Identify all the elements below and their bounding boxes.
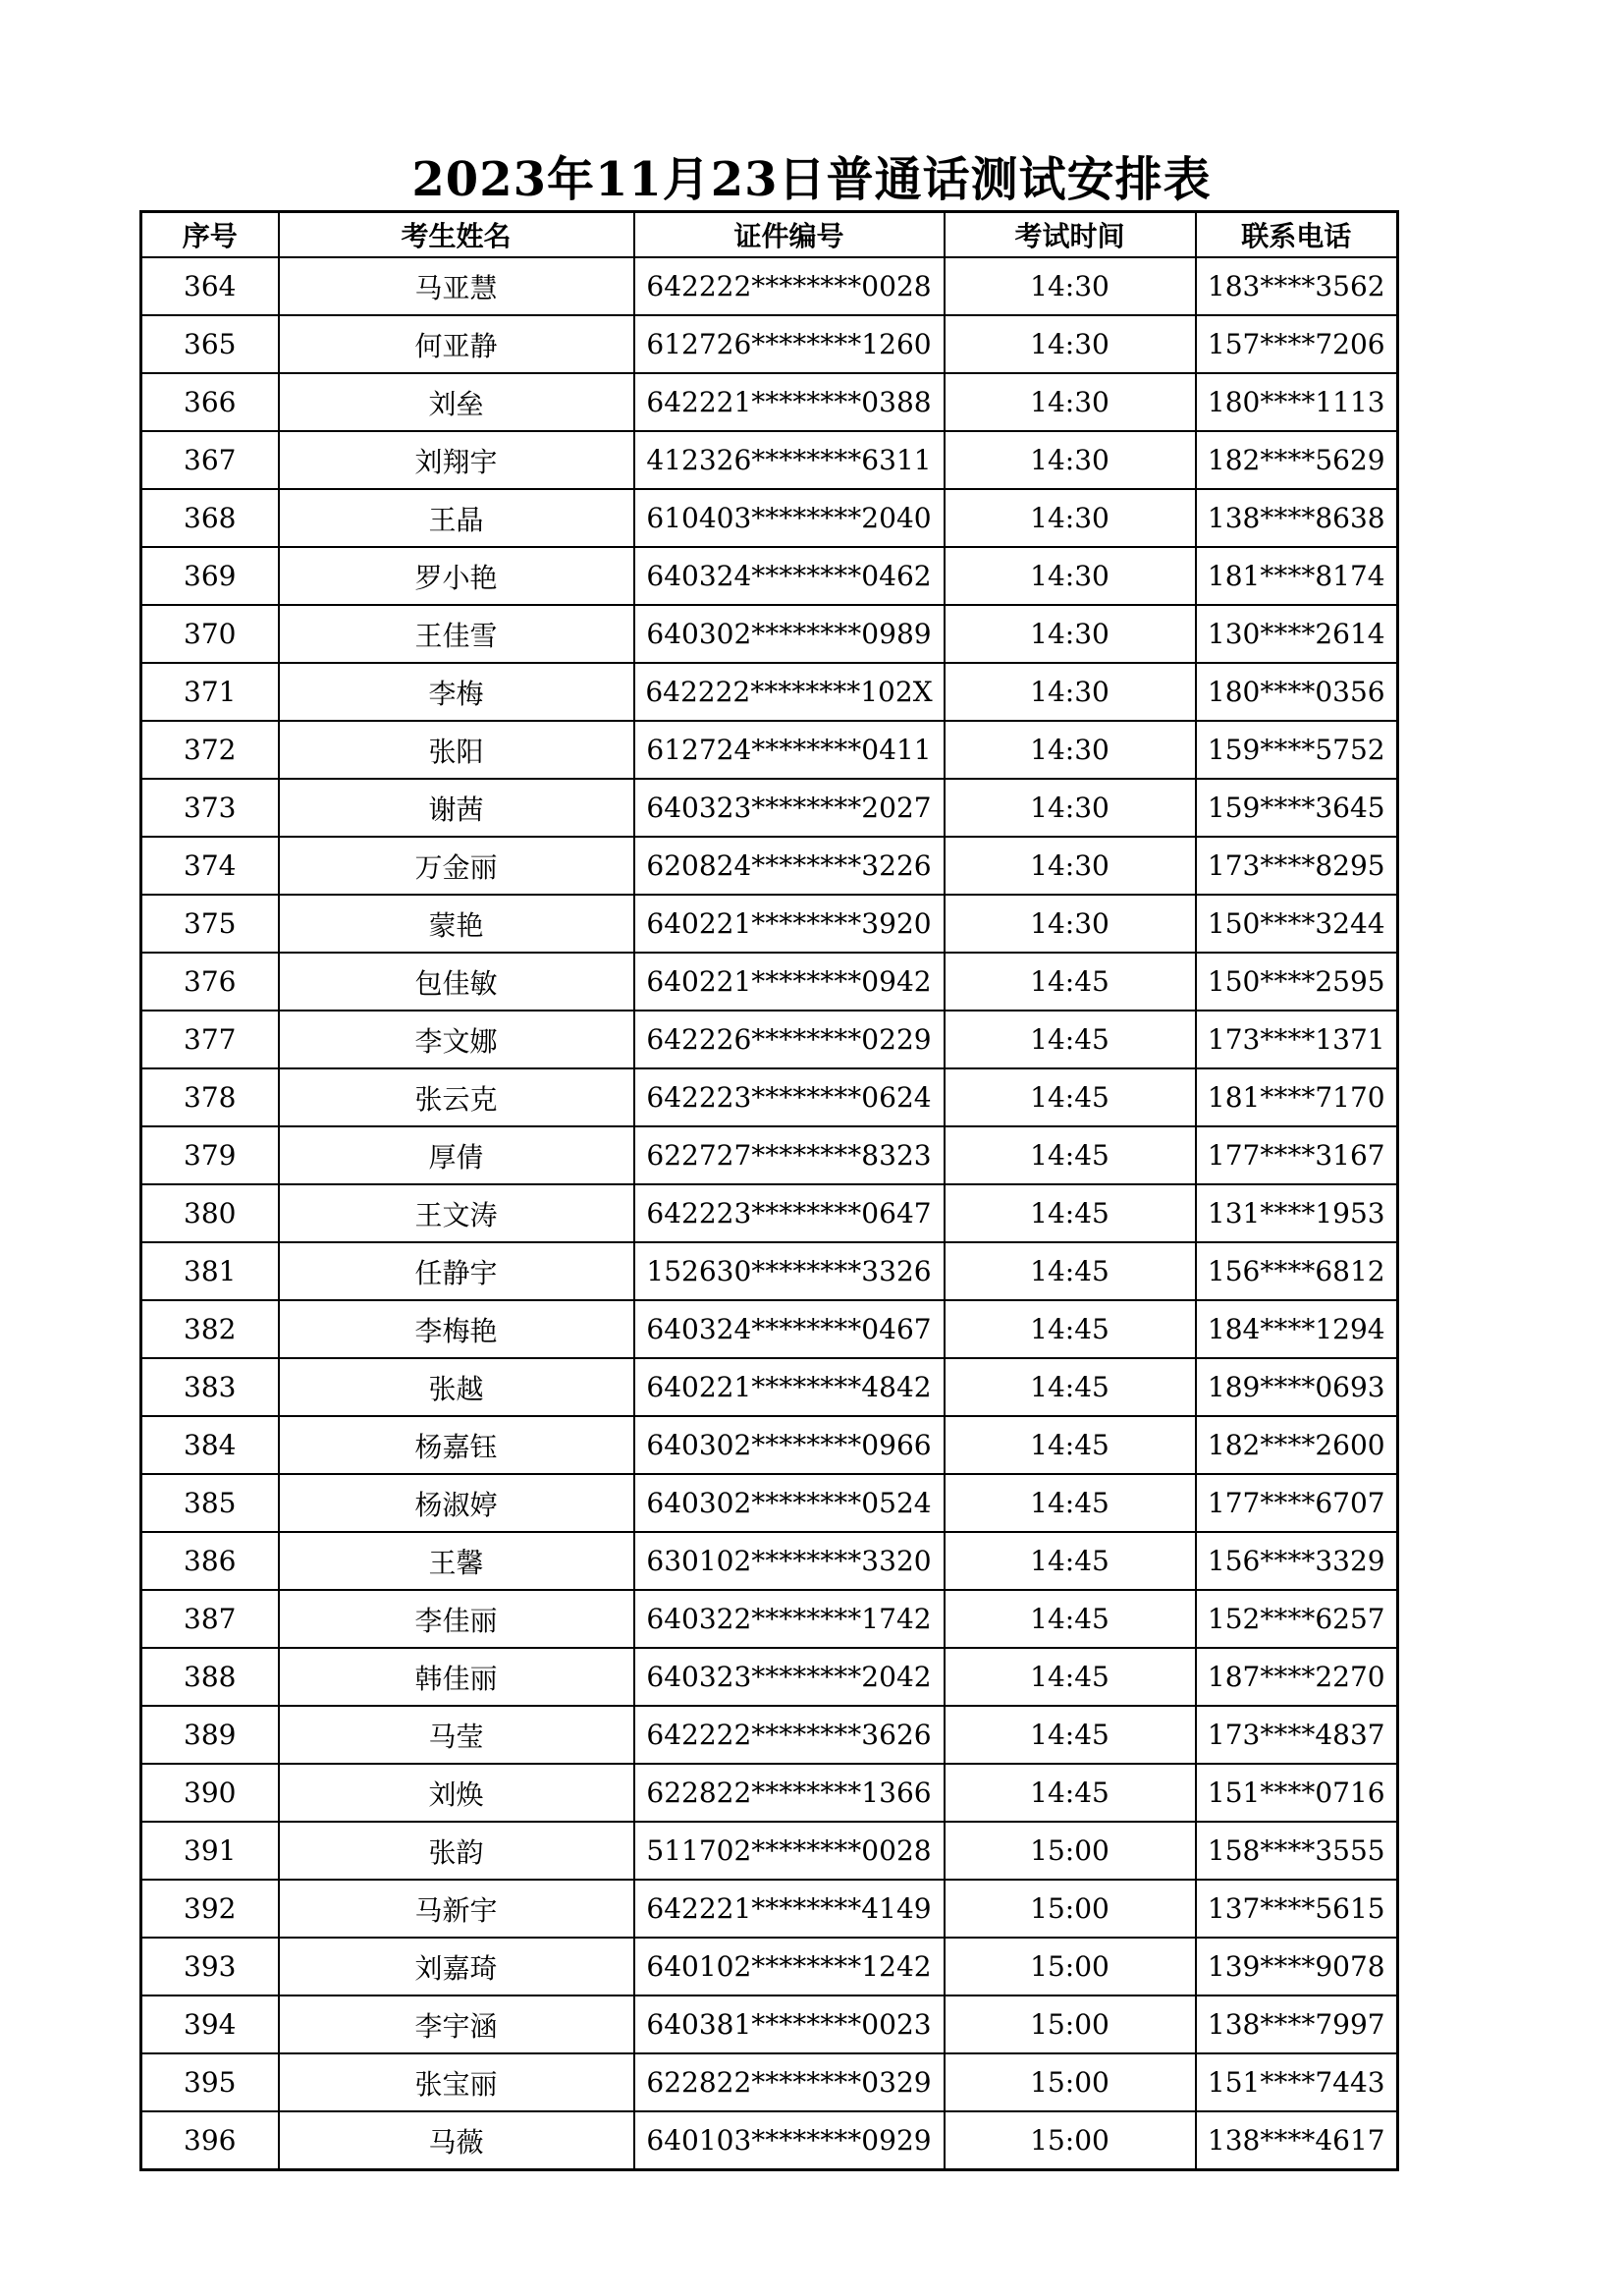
table-row xyxy=(141,1068,1398,1126)
cell-id-number: 620824********3226 xyxy=(634,837,945,895)
cell-phone: 139****9078 xyxy=(1196,1938,1398,1995)
cell-serial-number: 386 xyxy=(141,1532,279,1590)
cell-id-number: 511702********0028 xyxy=(634,1822,945,1880)
cell-id-number: 622727********8323 xyxy=(634,1126,945,1184)
table-row xyxy=(141,2111,1398,2170)
cell-serial-number: 374 xyxy=(141,837,279,895)
cell-id-number: 640302********0966 xyxy=(634,1416,945,1474)
cell-candidate-name: 杨嘉钰 xyxy=(279,1416,634,1474)
cell-phone: 183****3562 xyxy=(1196,257,1398,315)
cell-exam-time: 14:30 xyxy=(945,721,1196,779)
cell-phone: 156****3329 xyxy=(1196,1532,1398,1590)
cell-candidate-name: 王晶 xyxy=(279,489,634,547)
cell-exam-time: 14:45 xyxy=(945,1474,1196,1532)
cell-serial-number: 366 xyxy=(141,373,279,431)
cell-exam-time: 14:30 xyxy=(945,257,1196,315)
cell-id-number: 640323********2027 xyxy=(634,779,945,837)
cell-serial-number: 365 xyxy=(141,315,279,373)
cell-serial-number: 372 xyxy=(141,721,279,779)
cell-serial-number: 393 xyxy=(141,1938,279,1995)
table-row xyxy=(141,489,1398,547)
cell-exam-time: 14:45 xyxy=(945,953,1196,1011)
cell-id-number: 612724********0411 xyxy=(634,721,945,779)
cell-serial-number: 382 xyxy=(141,1300,279,1358)
table-row xyxy=(141,663,1398,721)
cell-exam-time: 14:45 xyxy=(945,1242,1196,1300)
cell-phone: 152****6257 xyxy=(1196,1590,1398,1648)
cell-exam-time: 14:30 xyxy=(945,663,1196,721)
cell-id-number: 642222********0028 xyxy=(634,257,945,315)
cell-id-number: 640102********1242 xyxy=(634,1938,945,1995)
cell-candidate-name: 刘焕 xyxy=(279,1764,634,1822)
table-row xyxy=(141,1126,1398,1184)
cell-serial-number: 376 xyxy=(141,953,279,1011)
header-candidate-name: 考生姓名 xyxy=(279,212,634,258)
cell-serial-number: 367 xyxy=(141,431,279,489)
table-row xyxy=(141,837,1398,895)
cell-candidate-name: 马莹 xyxy=(279,1706,634,1764)
cell-serial-number: 394 xyxy=(141,1995,279,2053)
table-row xyxy=(141,1532,1398,1590)
cell-exam-time: 14:45 xyxy=(945,1011,1196,1068)
cell-exam-time: 15:00 xyxy=(945,1880,1196,1938)
exam-schedule-table xyxy=(139,210,1399,2171)
table-row xyxy=(141,1590,1398,1648)
table-row xyxy=(141,2053,1398,2111)
cell-exam-time: 14:45 xyxy=(945,1184,1196,1242)
cell-phone: 177****6707 xyxy=(1196,1474,1398,1532)
cell-id-number: 640324********0467 xyxy=(634,1300,945,1358)
cell-serial-number: 395 xyxy=(141,2053,279,2111)
cell-phone: 184****1294 xyxy=(1196,1300,1398,1358)
cell-candidate-name: 万金丽 xyxy=(279,837,634,895)
cell-phone: 138****7997 xyxy=(1196,1995,1398,2053)
cell-phone: 156****6812 xyxy=(1196,1242,1398,1300)
cell-exam-time: 14:45 xyxy=(945,1532,1196,1590)
cell-exam-time: 15:00 xyxy=(945,1995,1196,2053)
cell-phone: 180****0356 xyxy=(1196,663,1398,721)
header-serial-number: 序号 xyxy=(141,212,279,258)
table-row xyxy=(141,953,1398,1011)
cell-id-number: 642221********0388 xyxy=(634,373,945,431)
table-row xyxy=(141,1764,1398,1822)
cell-phone: 173****8295 xyxy=(1196,837,1398,895)
cell-exam-time: 14:30 xyxy=(945,547,1196,605)
cell-serial-number: 396 xyxy=(141,2111,279,2170)
cell-exam-time: 14:45 xyxy=(945,1126,1196,1184)
table-row xyxy=(141,779,1398,837)
table-row xyxy=(141,1880,1398,1938)
cell-serial-number: 375 xyxy=(141,895,279,953)
cell-id-number: 642222********3626 xyxy=(634,1706,945,1764)
cell-phone: 138****4617 xyxy=(1196,2111,1398,2170)
table-row xyxy=(141,1648,1398,1706)
cell-id-number: 640322********1742 xyxy=(634,1590,945,1648)
cell-id-number: 642223********0647 xyxy=(634,1184,945,1242)
cell-id-number: 152630********3326 xyxy=(634,1242,945,1300)
header-id-number: 证件编号 xyxy=(634,212,945,258)
cell-id-number: 612726********1260 xyxy=(634,315,945,373)
header-phone: 联系电话 xyxy=(1196,212,1398,258)
cell-id-number: 640221********0942 xyxy=(634,953,945,1011)
cell-phone: 177****3167 xyxy=(1196,1126,1398,1184)
cell-serial-number: 379 xyxy=(141,1126,279,1184)
table-row xyxy=(141,373,1398,431)
cell-phone: 182****2600 xyxy=(1196,1416,1398,1474)
cell-id-number: 642221********4149 xyxy=(634,1880,945,1938)
cell-candidate-name: 刘嘉琦 xyxy=(279,1938,634,1995)
cell-serial-number: 389 xyxy=(141,1706,279,1764)
cell-exam-time: 14:30 xyxy=(945,779,1196,837)
cell-phone: 159****3645 xyxy=(1196,779,1398,837)
cell-exam-time: 14:30 xyxy=(945,315,1196,373)
cell-id-number: 642223********0624 xyxy=(634,1068,945,1126)
cell-candidate-name: 任静宇 xyxy=(279,1242,634,1300)
cell-candidate-name: 马亚慧 xyxy=(279,257,634,315)
table-body xyxy=(141,257,1398,2170)
cell-id-number: 640221********3920 xyxy=(634,895,945,953)
cell-exam-time: 14:30 xyxy=(945,489,1196,547)
cell-id-number: 640381********0023 xyxy=(634,1995,945,2053)
cell-candidate-name: 张宝丽 xyxy=(279,2053,634,2111)
cell-serial-number: 377 xyxy=(141,1011,279,1068)
cell-id-number: 610403********2040 xyxy=(634,489,945,547)
cell-serial-number: 373 xyxy=(141,779,279,837)
cell-candidate-name: 厚倩 xyxy=(279,1126,634,1184)
cell-id-number: 642222********102X xyxy=(634,663,945,721)
cell-candidate-name: 杨淑婷 xyxy=(279,1474,634,1532)
cell-id-number: 642226********0229 xyxy=(634,1011,945,1068)
cell-exam-time: 15:00 xyxy=(945,1938,1196,1995)
cell-phone: 137****5615 xyxy=(1196,1880,1398,1938)
cell-serial-number: 390 xyxy=(141,1764,279,1822)
cell-phone: 138****8638 xyxy=(1196,489,1398,547)
cell-candidate-name: 王佳雪 xyxy=(279,605,634,663)
cell-exam-time: 14:45 xyxy=(945,1590,1196,1648)
cell-serial-number: 388 xyxy=(141,1648,279,1706)
table-row xyxy=(141,721,1398,779)
cell-phone: 159****5752 xyxy=(1196,721,1398,779)
cell-exam-time: 15:00 xyxy=(945,2053,1196,2111)
cell-candidate-name: 包佳敏 xyxy=(279,953,634,1011)
cell-candidate-name: 罗小艳 xyxy=(279,547,634,605)
cell-candidate-name: 王馨 xyxy=(279,1532,634,1590)
cell-phone: 181****8174 xyxy=(1196,547,1398,605)
table-row xyxy=(141,1011,1398,1068)
table-row xyxy=(141,1242,1398,1300)
cell-serial-number: 380 xyxy=(141,1184,279,1242)
cell-id-number: 640221********4842 xyxy=(634,1358,945,1416)
table-row xyxy=(141,257,1398,315)
cell-id-number: 622822********0329 xyxy=(634,2053,945,2111)
cell-exam-time: 14:45 xyxy=(945,1416,1196,1474)
cell-phone: 180****1113 xyxy=(1196,373,1398,431)
cell-serial-number: 371 xyxy=(141,663,279,721)
cell-candidate-name: 李梅 xyxy=(279,663,634,721)
cell-id-number: 412326********6311 xyxy=(634,431,945,489)
cell-id-number: 640103********0929 xyxy=(634,2111,945,2170)
cell-exam-time: 14:45 xyxy=(945,1648,1196,1706)
table-row xyxy=(141,1474,1398,1532)
cell-exam-time: 14:30 xyxy=(945,431,1196,489)
cell-candidate-name: 李文娜 xyxy=(279,1011,634,1068)
cell-serial-number: 383 xyxy=(141,1358,279,1416)
cell-id-number: 630102********3320 xyxy=(634,1532,945,1590)
cell-candidate-name: 李梅艳 xyxy=(279,1300,634,1358)
cell-serial-number: 381 xyxy=(141,1242,279,1300)
cell-serial-number: 391 xyxy=(141,1822,279,1880)
cell-serial-number: 378 xyxy=(141,1068,279,1126)
cell-phone: 131****1953 xyxy=(1196,1184,1398,1242)
table-row xyxy=(141,1938,1398,1995)
cell-exam-time: 14:30 xyxy=(945,895,1196,953)
cell-id-number: 640302********0989 xyxy=(634,605,945,663)
cell-id-number: 640324********0462 xyxy=(634,547,945,605)
table-row xyxy=(141,1822,1398,1880)
table-row xyxy=(141,605,1398,663)
cell-candidate-name: 张越 xyxy=(279,1358,634,1416)
cell-candidate-name: 张韵 xyxy=(279,1822,634,1880)
table-row xyxy=(141,895,1398,953)
cell-id-number: 622822********1366 xyxy=(634,1764,945,1822)
cell-phone: 151****0716 xyxy=(1196,1764,1398,1822)
cell-candidate-name: 张阳 xyxy=(279,721,634,779)
cell-candidate-name: 张云克 xyxy=(279,1068,634,1126)
cell-serial-number: 384 xyxy=(141,1416,279,1474)
cell-phone: 157****7206 xyxy=(1196,315,1398,373)
table-row xyxy=(141,1706,1398,1764)
cell-phone: 173****4837 xyxy=(1196,1706,1398,1764)
cell-serial-number: 392 xyxy=(141,1880,279,1938)
cell-candidate-name: 何亚静 xyxy=(279,315,634,373)
cell-candidate-name: 刘垒 xyxy=(279,373,634,431)
table-row xyxy=(141,1995,1398,2053)
cell-phone: 150****2595 xyxy=(1196,953,1398,1011)
cell-candidate-name: 王文涛 xyxy=(279,1184,634,1242)
cell-phone: 130****2614 xyxy=(1196,605,1398,663)
table-header-row xyxy=(141,212,1398,258)
cell-phone: 151****7443 xyxy=(1196,2053,1398,2111)
cell-candidate-name: 韩佳丽 xyxy=(279,1648,634,1706)
cell-serial-number: 387 xyxy=(141,1590,279,1648)
cell-serial-number: 385 xyxy=(141,1474,279,1532)
cell-exam-time: 14:45 xyxy=(945,1764,1196,1822)
cell-phone: 158****3555 xyxy=(1196,1822,1398,1880)
cell-phone: 189****0693 xyxy=(1196,1358,1398,1416)
table-row xyxy=(141,1300,1398,1358)
table-row xyxy=(141,315,1398,373)
page-title: 2023年11月23日普通话测试安排表 xyxy=(411,152,1212,207)
cell-candidate-name: 蒙艳 xyxy=(279,895,634,953)
cell-exam-time: 14:30 xyxy=(945,837,1196,895)
cell-phone: 173****1371 xyxy=(1196,1011,1398,1068)
cell-phone: 150****3244 xyxy=(1196,895,1398,953)
cell-candidate-name: 谢茜 xyxy=(279,779,634,837)
cell-serial-number: 369 xyxy=(141,547,279,605)
cell-serial-number: 370 xyxy=(141,605,279,663)
cell-exam-time: 14:45 xyxy=(945,1358,1196,1416)
cell-candidate-name: 马薇 xyxy=(279,2111,634,2170)
cell-candidate-name: 李宇涵 xyxy=(279,1995,634,2053)
cell-phone: 187****2270 xyxy=(1196,1648,1398,1706)
cell-candidate-name: 李佳丽 xyxy=(279,1590,634,1648)
cell-exam-time: 15:00 xyxy=(945,1822,1196,1880)
cell-serial-number: 364 xyxy=(141,257,279,315)
cell-phone: 181****7170 xyxy=(1196,1068,1398,1126)
table-row xyxy=(141,547,1398,605)
table-row xyxy=(141,1416,1398,1474)
cell-exam-time: 14:30 xyxy=(945,373,1196,431)
cell-phone: 182****5629 xyxy=(1196,431,1398,489)
cell-exam-time: 14:45 xyxy=(945,1300,1196,1358)
header-exam-time: 考试时间 xyxy=(945,212,1196,258)
cell-id-number: 640323********2042 xyxy=(634,1648,945,1706)
cell-candidate-name: 刘翔宇 xyxy=(279,431,634,489)
table-row xyxy=(141,1184,1398,1242)
cell-exam-time: 14:45 xyxy=(945,1068,1196,1126)
cell-exam-time: 14:30 xyxy=(945,605,1196,663)
cell-exam-time: 15:00 xyxy=(945,2111,1196,2170)
cell-candidate-name: 马新宇 xyxy=(279,1880,634,1938)
cell-exam-time: 14:45 xyxy=(945,1706,1196,1764)
table-row xyxy=(141,1358,1398,1416)
table-row xyxy=(141,431,1398,489)
cell-id-number: 640302********0524 xyxy=(634,1474,945,1532)
cell-serial-number: 368 xyxy=(141,489,279,547)
